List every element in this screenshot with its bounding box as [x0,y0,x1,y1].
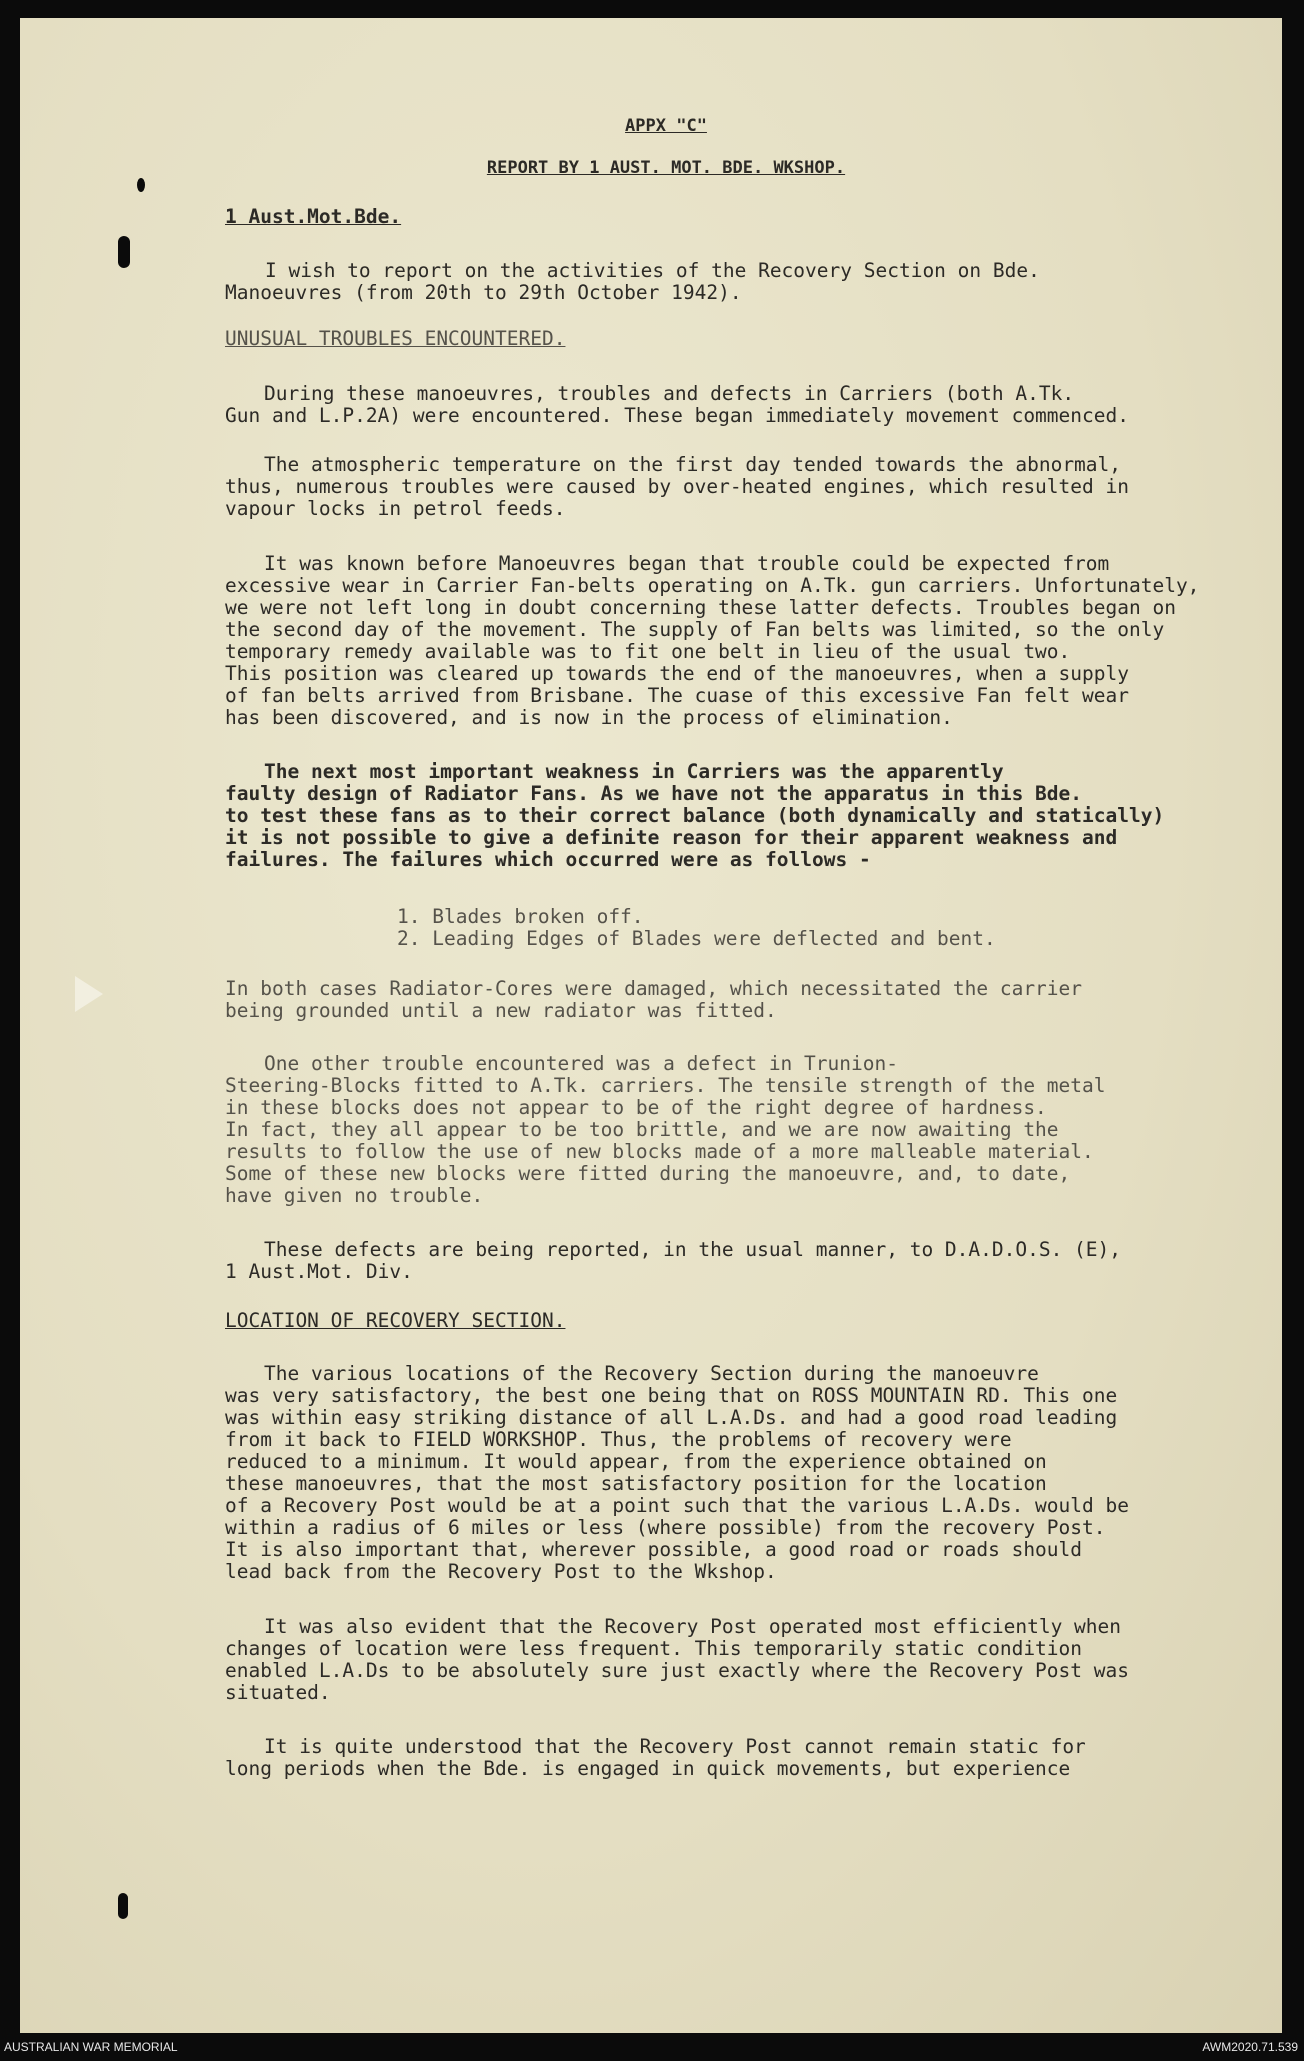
appendix-title: APPX "C" [625,116,707,136]
paragraph-line: has been discovered, and is now in the process of elimination. [225,706,953,729]
paragraph-line: It was also evident that the Recovery Post operated most efficiently when [264,1615,1122,1638]
paragraph-line: It is also important that, wherever possible, a good road or roads should [225,1538,1083,1561]
paragraph-line: Manoeuvres (from 20th to 29th October 1942). [225,281,742,304]
footer-reference: AWM2020.71.539 [1202,2040,1298,2054]
paragraph-line: I wish to report on the activities of the Recovery Section on Bde. [265,259,1040,282]
paragraph-line: these manoeuvres, that the most satisfactory position for the location [225,1472,1047,1495]
paragraph-line: The next most important weakness in Carriers was the apparently [264,760,1004,783]
paragraph-line: In both cases Radiator-Cores were damaged, which necessitated the carrier [225,977,1083,1000]
list-item: 1. Blades broken off. [397,905,644,928]
paragraph-line: being grounded until a new radiator was fitted. [225,999,777,1022]
paragraph-line: Gun and L.P.2A) were encountered. These began immediately movement commenced. [225,404,1129,427]
paragraph-line: 1 Aust.Mot. Div. [225,1260,413,1283]
punch-hole [137,178,145,192]
punch-hole [118,1893,128,1919]
paragraph-line: in these blocks does not appear to be of the right degree of hardness. [225,1096,1047,1119]
paragraph-line: was very satisfactory, the best one being that on ROSS MOUNTAIN RD. This one [225,1384,1118,1407]
paper-tear [75,976,103,1012]
section-heading: UNUSUAL TROUBLES ENCOUNTERED. [225,327,566,350]
paragraph-line: changes of location were less frequent. This temporarily static condition [225,1637,1083,1660]
paragraph-line: was within easy striking distance of all L.A.Ds. and had a good road leading [225,1406,1118,1429]
paragraph-line: situated. [225,1681,331,1704]
document-page [20,18,1282,2033]
paragraph-line: temporary remedy available was to fit one belt in lieu of the usual two. [225,640,1071,663]
paragraph-line: within a radius of 6 miles or less (where possible) from the recovery Post. [225,1516,1106,1539]
paragraph-line: It is quite understood that the Recovery Post cannot remain static for [264,1735,1086,1758]
paragraph-line: These defects are being reported, in the usual manner, to D.A.D.O.S. (E), [264,1238,1122,1261]
paragraph-line: lead back from the Recovery Post to the Wkshop. [225,1560,777,1583]
paragraph-line: failures. The failures which occurred were as follows - [225,848,871,871]
paragraph-line: it is not possible to give a definite reason for their apparent weakness and [225,826,1118,849]
punch-hole [118,236,130,268]
paragraph-line: vapour locks in petrol feeds. [225,497,566,520]
paragraph-line: long periods when the Bde. is engaged in quick movements, but experience [225,1757,1071,1780]
paragraph-line: enabled L.A.Ds to be absolutely sure just exactly where the Recovery Post was [225,1659,1129,1682]
section-heading: LOCATION OF RECOVERY SECTION. [225,1309,566,1332]
footer-credit: AUSTRALIAN WAR MEMORIAL [4,2040,178,2054]
paragraph-line: In fact, they all appear to be too brittle, and we are now awaiting the [225,1118,1059,1141]
list-item: 2. Leading Edges of Blades were deflected and bent. [397,927,996,950]
addressee: 1 Aust.Mot.Bde. [225,205,402,228]
paragraph-line: Steering-Blocks fitted to A.Tk. carriers. The tensile strength of the metal [225,1074,1106,1097]
paragraph-line: the second day of the movement. The supply of Fan belts was limited, so the only [225,618,1165,641]
paragraph-line: from it back to FIELD WORKSHOP. Thus, the problems of recovery were [225,1428,1012,1451]
paragraph-line: faulty design of Radiator Fans. As we have not the apparatus in this Bde. [225,782,1083,805]
paragraph-line: of a Recovery Post would be at a point such that the various L.A.Ds. would be [225,1494,1129,1517]
paragraph-line: reduced to a minimum. It would appear, from the experience obtained on [225,1450,1047,1473]
paragraph-line: results to follow the use of new blocks made of a more malleable material. [225,1140,1094,1163]
paragraph-line: we were not left long in doubt concerning these latter defects. Troubles began on [225,596,1176,619]
paragraph-line: It was known before Manoeuvres began that trouble could be expected from [264,552,1110,575]
paragraph-line: have given no trouble. [225,1184,484,1207]
paragraph-line: This position was cleared up towards the end of the manoeuvres, when a supply [225,662,1129,685]
paragraph-line: of fan belts arrived from Brisbane. The cuase of this excessive Fan felt wear [225,684,1129,707]
paragraph-line: Some of these new blocks were fitted during the manoeuvre, and, to date, [225,1162,1071,1185]
paragraph-line: The various locations of the Recovery Section during the manoeuvre [264,1362,1039,1385]
paragraph-line: to test these fans as to their correct balance (both dynamically and statically) [225,804,1165,827]
paragraph-line: During these manoeuvres, troubles and defects in Carriers (both A.Tk. [264,382,1075,405]
paragraph-line: excessive wear in Carrier Fan-belts operating on A.Tk. gun carriers. Unfortunately, [225,574,1200,597]
paragraph-line: One other trouble encountered was a defect in Trunion- [264,1052,898,1075]
paragraph-line: thus, numerous troubles were caused by over-heated engines, which resulted in [225,475,1129,498]
paragraph-line: The atmospheric temperature on the first day tended towards the abnormal, [264,453,1122,476]
report-title: REPORT BY 1 AUST. MOT. BDE. WKSHOP. [486,158,846,178]
